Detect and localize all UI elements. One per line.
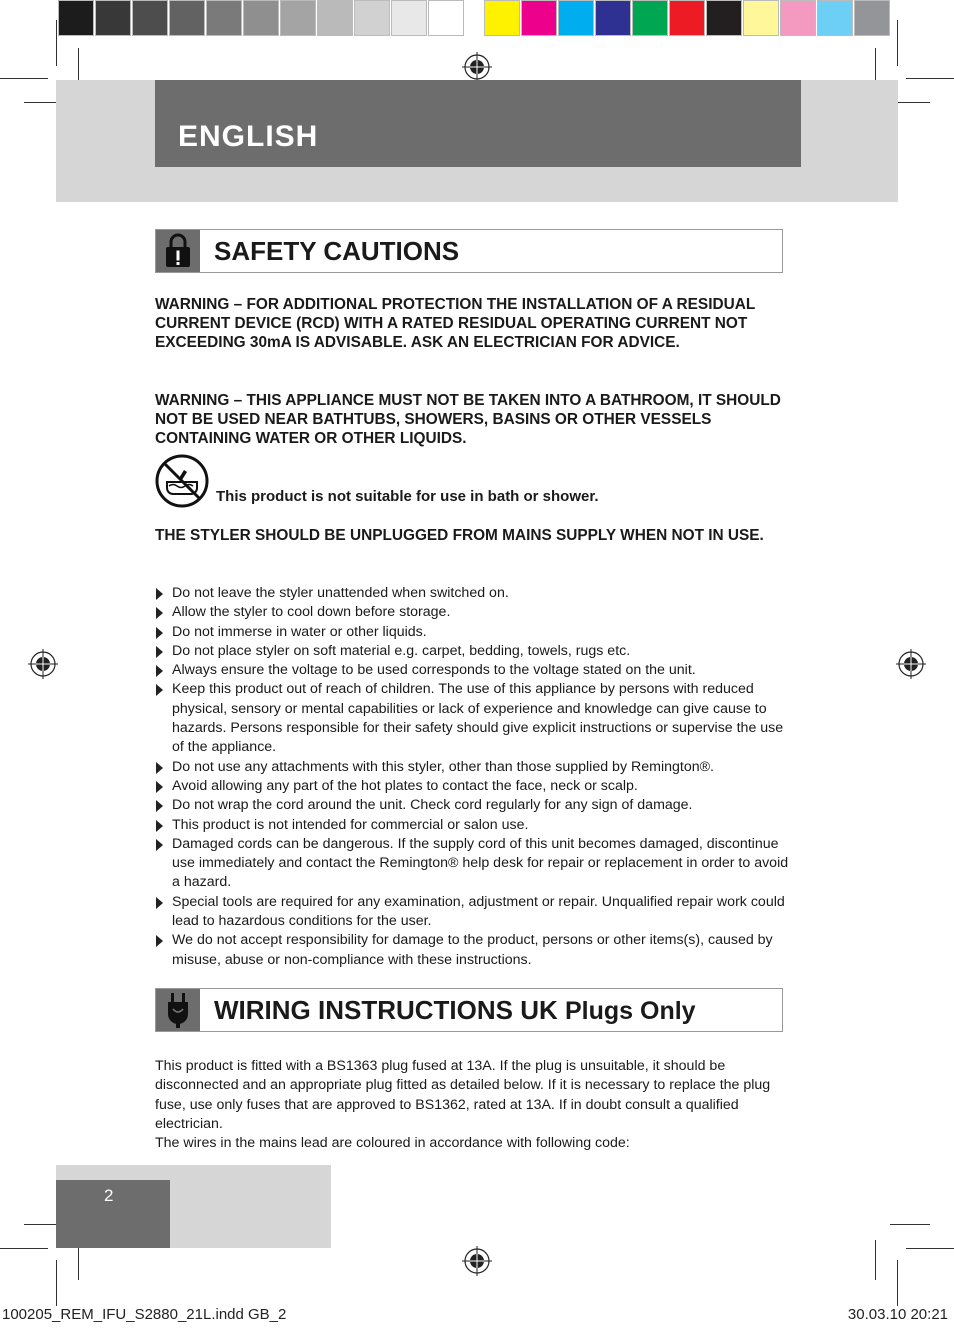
bullet-arrow-icon	[156, 820, 163, 832]
bullet-arrow-icon	[156, 665, 163, 677]
crop-mark	[906, 1248, 954, 1249]
wiring-instructions-heading	[155, 988, 783, 1032]
list-item	[155, 931, 795, 970]
wiring-title: WIRING INSTRUCTIONS UK	[214, 995, 558, 1025]
bullet-arrow-icon	[156, 839, 163, 851]
crop-mark	[890, 1224, 930, 1225]
crop-mark	[897, 20, 898, 66]
list-item-text: Do not leave the styler unattended when switched on.	[172, 585, 509, 601]
bullet-arrow-icon	[156, 781, 163, 793]
color-swatch	[354, 0, 390, 36]
wiring-paragraph-1: This product is fitted with a BS1363 plug fused at 13A. If the plug is unsuitable, it should be disconnected and an appropriate plug fitted as detailed below. If it is necessary to replace the plug fuse, use only fuses that are approved to BS1362, rated at 13A. If in doubt consult a qualified electrician.	[155, 1058, 771, 1132]
list-item-text: Do not use any attachments with this styler, other than those supplied by Remington®.	[172, 758, 714, 775]
list-item	[155, 816, 795, 835]
color-swatch	[595, 0, 631, 36]
unplug-warning: THE STYLER SHOULD BE UNPLUGGED FROM MAINS SUPPLY WHEN NOT IN USE.	[155, 527, 764, 544]
crop-mark	[897, 1260, 898, 1306]
bath-note: This product is not suitable for use in bath or shower.	[216, 488, 599, 505]
color-swatch	[132, 0, 168, 36]
list-item-text: Special tools are required for any examination, adjustment or repair. Unqualified repair work could lead to hazardous conditions for the user.	[172, 893, 785, 930]
color-swatch	[391, 0, 427, 36]
grayscale-color-bar	[58, 0, 465, 38]
list-item	[155, 661, 795, 680]
list-item-text: Avoid allowing any part of the hot plates to contact the face, neck or scalp.	[172, 777, 638, 794]
list-item-text: This product is not intended for commercial or salon use.	[172, 816, 529, 833]
list-item-text: Do not place styler on soft material e.g. carpet, bedding, towels, rugs etc.	[172, 642, 631, 659]
list-item	[155, 623, 795, 642]
color-swatch	[521, 0, 557, 36]
color-swatch	[243, 0, 279, 36]
rcd-warning: WARNING – FOR ADDITIONAL PROTECTION THE INSTALLATION OF A RESIDUAL CURRENT DEVICE (RCD) WITH A RATED RESIDUAL OPERATING CURRENT NOT EXCEEDING 30mA IS ADVISABLE. ASK AN ELECTRICIAN FOR ADVICE.	[155, 296, 755, 351]
color-swatch	[206, 0, 242, 36]
color-swatch	[669, 0, 705, 36]
section-title	[214, 995, 696, 1026]
bullet-arrow-icon	[156, 897, 163, 909]
crop-mark	[0, 1248, 48, 1249]
crop-mark	[56, 1260, 57, 1306]
color-swatch	[632, 0, 668, 36]
list-item-text: Do not wrap the cord around the unit. Check cord regularly for any sign of damage.	[172, 797, 693, 814]
list-item	[155, 893, 795, 932]
color-swatch	[817, 0, 853, 36]
list-item	[155, 777, 795, 796]
wiring-paragraph-2: The wires in the mains lead are coloured in accordance with following code:	[155, 1135, 630, 1152]
color-swatch	[854, 0, 890, 36]
list-item	[155, 835, 795, 893]
color-swatch	[317, 0, 353, 36]
bullet-arrow-icon	[156, 800, 163, 812]
safety-cautions-heading	[155, 229, 783, 273]
list-item-text: Always ensure the voltage to be used corresponds to the voltage stated on the unit.	[172, 662, 696, 679]
color-swatch	[428, 0, 464, 36]
crop-mark	[875, 1240, 876, 1280]
color-swatch	[95, 0, 131, 36]
page-number: 2	[104, 1186, 114, 1205]
bullet-arrow-icon	[156, 607, 163, 619]
plug-icon	[156, 989, 200, 1031]
list-item	[155, 642, 795, 661]
bathroom-warning: WARNING – THIS APPLIANCE MUST NOT BE TAKEN INTO A BATHROOM, IT SHOULD NOT BE USED NEAR BATHTUBS, SHOWERS, BASINS OR OTHER VESSELS CONTAINING WATER OR OTHER LIQUIDS.	[155, 392, 781, 447]
bullet-arrow-icon	[156, 588, 163, 600]
process-color-bar	[484, 0, 891, 38]
list-item	[155, 603, 795, 622]
list-item-text: Keep this product out of reach of children. The use of this appliance by persons with reduced physical, sensory or mental capabilities or lack of experience and knowledge can give cause to hazards. Persons responsible for their safety should give explicit instructions or supervise the use of the appliance.	[172, 681, 784, 756]
crop-mark	[906, 78, 954, 79]
page-title: ENGLISH	[178, 120, 319, 153]
wiring-paragraph	[155, 1057, 785, 1153]
list-item	[155, 584, 795, 603]
crop-mark	[56, 20, 57, 66]
color-swatch	[780, 0, 816, 36]
color-swatch	[743, 0, 779, 36]
lock-warning-icon	[156, 230, 200, 272]
registration-mark-icon	[28, 649, 58, 679]
safety-bullet-list	[155, 584, 795, 970]
list-item-text: We do not accept responsibility for damage to the product, persons or other items(s), caused by misuse, abuse or non-compliance with these instructions.	[172, 932, 773, 968]
file-slug: 100205_REM_IFU_S2880_21L.indd GB_2	[2, 1306, 287, 1323]
registration-mark-icon	[896, 649, 926, 679]
section-title: SAFETY CAUTIONS	[214, 236, 460, 266]
bullet-arrow-icon	[156, 935, 163, 947]
bullet-arrow-icon	[156, 684, 163, 696]
color-swatch	[706, 0, 742, 36]
bullet-arrow-icon	[156, 627, 163, 639]
color-swatch	[169, 0, 205, 36]
registration-mark-icon	[462, 52, 492, 82]
list-item	[155, 680, 795, 757]
color-swatch	[484, 0, 520, 36]
list-item-text: Allow the styler to cool down before storage.	[172, 604, 451, 621]
list-item-text: Do not immerse in water or other liquids.	[172, 623, 427, 640]
list-item-text: Damaged cords can be dangerous. If the supply cord of this unit becomes damaged, discontinue use immediately and contact the Remington® help desk for repair or replacement in order to avoid a hazard.	[172, 835, 789, 891]
color-swatch	[280, 0, 316, 36]
list-item	[155, 796, 795, 815]
color-swatch	[58, 0, 94, 36]
registration-mark-icon	[462, 1246, 492, 1276]
color-swatch	[558, 0, 594, 36]
bullet-arrow-icon	[156, 762, 163, 774]
list-item	[155, 758, 795, 777]
bullet-arrow-icon	[156, 646, 163, 658]
crop-mark	[0, 78, 48, 79]
wiring-title-suffix: Plugs Only	[565, 997, 696, 1025]
date-slug: 30.03.10 20:21	[847, 1306, 948, 1323]
no-bath-icon	[155, 454, 209, 508]
